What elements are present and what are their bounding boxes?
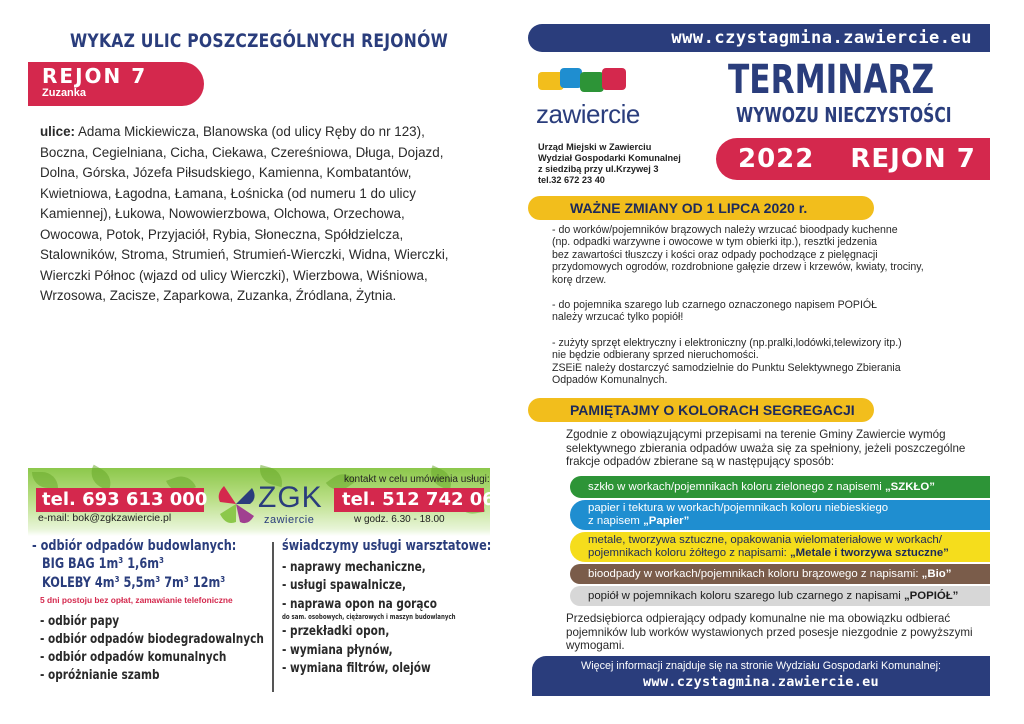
changes-list <box>552 224 982 399</box>
segregation-label: „Metale i tworzywa sztuczne” <box>789 547 949 559</box>
region-label: REJON 7 <box>850 144 976 174</box>
segregation-label: „Bio” <box>921 568 952 580</box>
list-item: - wymiana filtrów, olejów <box>282 660 431 677</box>
leaf-icon <box>32 472 58 488</box>
bigbag-sizes: BIG BAG 1m³ 1,6m³ <box>42 556 164 572</box>
segregation-metal-plastic <box>570 532 990 562</box>
list-item: - naprawy mechaniczne, <box>282 559 426 575</box>
segregation-bio <box>570 564 990 584</box>
contact-label: kontakt w celu umówienia usługi: <box>344 474 490 485</box>
segregation-text: metale, tworzywa sztuczne, opakowania wielomateriałowe w workach/ pojemnikach koloru żółtego z napisami: <box>588 534 942 559</box>
email-address: e-mail: bok@zgkzawiercie.pl <box>38 512 172 524</box>
change-item: - do worków/pojemników brązowych należy wrzucać bioodpady kuchenne (np. odpadki warzywne i owocowe w tym obierki itp.), resztki jedzenia bez zawartości tłuszczy i kości oraz odpady pochodzące z pielęgnacji przydomowych ogrodów, rozdrobnione gałęzie drzew i krzewów, kwiaty, trociny, korę drzew. <box>552 224 924 286</box>
year-region-badge <box>716 138 990 180</box>
workshop-heading: świadczymy usługi warsztatowe: <box>282 538 492 554</box>
segregation-text: papier i tektura w workach/pojemnikach koloru niebieskiego z napisem <box>588 502 889 527</box>
list-item: - odbiór odpadów komunalnych <box>40 649 227 665</box>
zgk-advert <box>28 468 508 700</box>
segregation-intro: Zgodnie z obowiązującymi przepisami na terenie Gminy Zawiercie wymóg selektywnego zbierania odpadów uważa się za spełniony, jeżeli poszczególne frakcje odpadów zbierane są w następujący sposób: <box>566 428 966 469</box>
list-item: - opróżnianie szamb <box>40 667 160 683</box>
services-list-left <box>40 612 264 684</box>
column-divider <box>272 542 274 692</box>
segregation-text: szkło w workach/pojemnikach koloru zielonego z napisemi <box>588 481 885 493</box>
main-subtitle: WYWOZU NIECZYSTOŚCI <box>736 103 952 127</box>
opening-hours: w godz. 6.30 - 18.00 <box>354 514 445 525</box>
segregation-label: „SZKŁO” <box>884 481 935 493</box>
streets-label: ulice: <box>40 124 75 139</box>
list-item: - wymiana płynów, <box>282 641 393 658</box>
region-label: REJON 7 <box>42 64 148 88</box>
segregation-glass <box>570 476 990 498</box>
zawiercie-logo-icon <box>536 66 632 98</box>
more-info-footer <box>532 656 990 696</box>
website-url-top[interactable]: www.czystagmina.zawiercie.eu <box>528 24 990 52</box>
more-info-text: Więcej informacji znajduje się na stronie Wydziału Gospodarki Komunalnej: <box>581 660 941 672</box>
list-item: - usługi spawalnicze, <box>282 577 406 594</box>
phone-number-2: tel. 512 742 062 <box>334 488 484 512</box>
main-title: TERMINARZ <box>728 57 935 103</box>
services-list-right <box>282 558 456 677</box>
change-item: - do pojemnika szarego lub czarnego oznaczonego napisem POPIÓŁ należy wrzucać tylko popiół! <box>552 299 878 324</box>
website-url-bottom[interactable]: www.czystagmina.zawiercie.eu <box>643 674 879 690</box>
segregation-colors-heading: PAMIĘTAJMY O KOLORACH SEGREGACJI <box>528 398 874 422</box>
phone-number-1: tel. 693 613 000 <box>36 488 204 512</box>
change-item: - zużyty sprzęt elektryczny i elektroniczny (np.pralki,lodówki,telewizory itp.) nie będzie odbierany sprzed nieruchomości. ZSEiE należy dostarczyć samodzielnie do Punktu Selektywnego Zbierania Odpadów Komunalnych. <box>552 336 902 387</box>
list-item: - naprawa opon na gorąco <box>282 595 437 612</box>
tyre-repair-note: do sam. osobowych, ciężarowych i maszyn budowlanych <box>282 613 456 622</box>
year-label: 2022 <box>738 144 815 174</box>
zgk-logo <box>214 480 324 532</box>
list-item: - odbiór papy <box>40 613 120 629</box>
important-changes-heading: WAŻNE ZMIANY OD 1 LIPCA 2020 r. <box>528 196 874 220</box>
streets-list-title: WYKAZ ULIC POSZCZEGÓLNYCH REJONÓW <box>70 30 449 52</box>
streets-paragraph <box>40 122 470 307</box>
zgk-logo-subtitle: zawiercie <box>264 514 315 526</box>
rental-note: 5 dni postoju bez opłat, zamawianie telefoniczne <box>40 595 233 605</box>
list-item: - przekładki opon, <box>282 623 390 640</box>
collector-note: Przedsiębiorca odpierający odpady komunalne nie ma obowiązku odbierać pojemników lub worków wystawionych przed posesje niezgodnie z powyższymi wymogami. <box>566 612 973 653</box>
segregation-paper <box>570 500 990 530</box>
region-name: Zuzanka <box>42 87 87 99</box>
construction-waste-heading: - odbiór odpadów budowlanych: <box>32 538 237 554</box>
region-badge <box>28 62 204 106</box>
streets-text: Adama Mickiewicza, Blanowska (od ulicy Ręby do nr 123), Boczna, Cegielniana, Cicha, Ciekawa, Czereśniowa, Długa, Dojazd, Dolna, Górska, Józefa Piłsudskiego, Kamienna, Kombatantów, Kwietniowa, Łagodna, Łamana, Łośnicka (od numeru 1 do ulicy Kamiennej), Łukowa, Nowowierzbowa, Olchowa, Orzechowa, Owocowa, Potok, Przyjaciół, Rybia, Słoneczna, Spółdzielcza, Stalowników, Stroma, Strumień, Strumień-Wierczki, Widna, Wierczki, Wierczki Północ (wjazd od ulicy Wierczki), Wierzbowa, Wiśniowa, Wrzosowa, Zacisze, Zaparkowa, Zuzanka, Źródlana, Żytnia. <box>40 124 449 303</box>
office-address: Urząd Miejski w Zawierciu Wydział Gospodarki Komunalnej z siedzibą przy ul.Krzywej 3 tel.32 672 23 40 <box>538 142 681 185</box>
zawiercie-wordmark: zawiercie <box>536 99 640 129</box>
zgk-logo-icon <box>214 482 258 528</box>
segregation-text: popiół w pojemnikach koloru szarego lub czarnego z napisami <box>588 590 904 602</box>
zawiercie-logo <box>536 66 640 136</box>
segregation-ash <box>570 586 990 606</box>
segregation-label: „POPIÓŁ” <box>903 590 959 602</box>
zgk-logo-text: ZGK <box>258 481 323 514</box>
segregation-text: bioodpady w workach/pojemnikach koloru brązowego z napisami: <box>588 568 922 580</box>
list-item: - odbiór odpadów biodegradowalnych <box>40 631 264 647</box>
segregation-label: „Papier” <box>643 515 690 527</box>
koleby-sizes: KOLEBY 4m³ 5,5m³ 7m³ 12m³ <box>42 575 226 591</box>
